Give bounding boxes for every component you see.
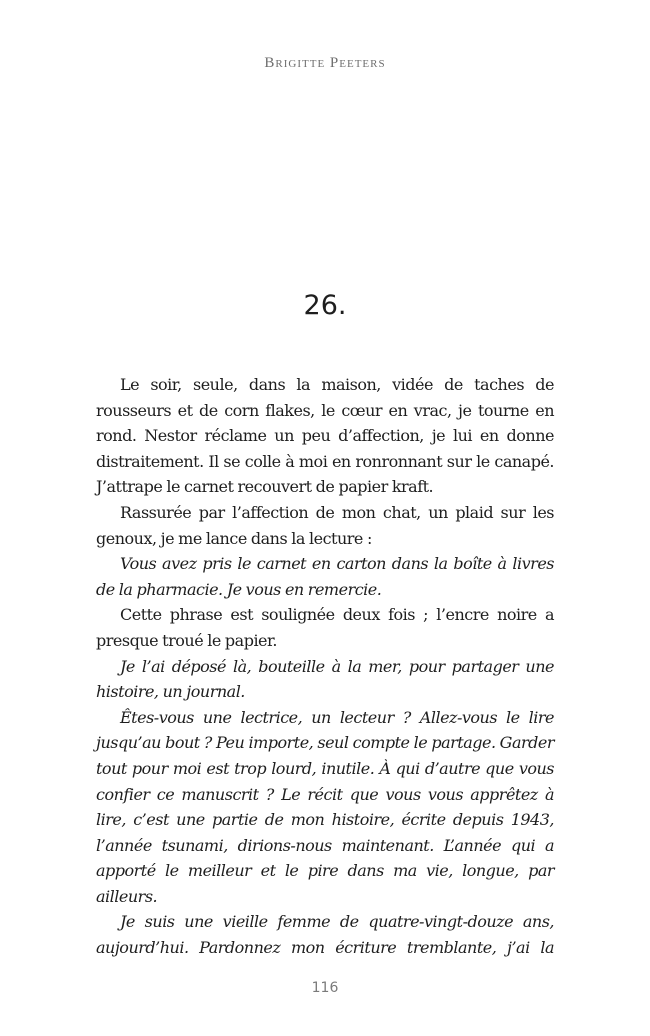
italic-paragraph: Êtes-vous une lectrice, un lecteur ? Allez-vous le lire jusqu’au bout ? Peu importe, seul compte le partage. Garder tout pour moi est trop lourd, inutile. À qui d’autre que vous confier ce manuscrit ? Le récit que vous vous apprêtez à lire, c’est une partie de mon histoire, écrite depuis 1943, l’année tsunami, dirions-nous maintenant. L’année qui a apporté le meilleur et le pire dans ma vie, longue, par ailleurs. <box>96 707 554 906</box>
paragraph: Rassurée par l’affection de mon chat, un plaid sur les genoux, je me lance dans la lecture : <box>96 502 554 548</box>
running-header-author: Brigitte Peeters <box>264 55 386 71</box>
paragraph: Le soir, seule, dans la maison, vidée de taches de rousseurs et de corn flakes, le cœur en vrac, je tourne en rond. Nestor réclame un peu d’affection, je lui en donne distraitement. Il se colle à moi en ronronnant sur le canapé. J’attrape le carnet recouvert de papier kraft. <box>96 375 554 497</box>
italic-paragraph: Je suis une vieille femme de quatre-vingt-douze ans, aujourd’hui. Pardonnez mon écriture tremblante, j’ai la <box>96 912 554 958</box>
paragraph: Cette phrase est soulignée deux fois ; l’encre noire a presque troué le papier. <box>96 605 554 650</box>
chapter-body-text <box>96 372 554 961</box>
italic-paragraph: Je l’ai déposé là, bouteille à la mer, pour partager une histoire, un journal. <box>96 656 554 702</box>
page-number: 116 <box>311 980 339 996</box>
chapter-number: 26. <box>303 290 347 321</box>
italic-paragraph: Vous avez pris le carnet en carton dans la boîte à livres de la pharmacie. Je vous en remercie. <box>96 554 554 599</box>
